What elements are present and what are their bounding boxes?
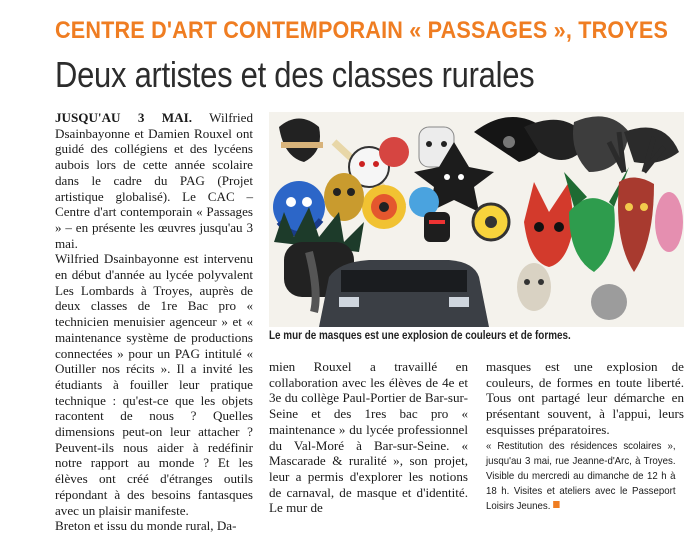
pink-mask bbox=[655, 192, 683, 252]
ceramic-mask bbox=[517, 263, 551, 311]
credit-text: « Restitution des résidences scolaires », jusqu'au 3 mai, rue Jeanne-d'Arc, à Troyes. Visible du mercredi au dimanche de 12 h à 18 h. Visites et ateliers avec le Passeport Loisirs Jeunes. bbox=[486, 439, 676, 512]
end-square-icon bbox=[553, 501, 559, 508]
article-paragraph: Breton et issu du monde rural, Da- bbox=[55, 518, 237, 534]
photo-caption: Le mur de masques est une explosion de couleurs et de formes. bbox=[269, 330, 571, 342]
article-column-2 bbox=[269, 359, 468, 516]
article-kicker: CENTRE D'ART CONTEMPORAIN « PASSAGES », TROYES bbox=[55, 17, 669, 44]
article-credit bbox=[486, 439, 676, 514]
article-column-3 bbox=[486, 359, 684, 514]
car-mask bbox=[319, 260, 489, 327]
round-grey-mask bbox=[591, 284, 627, 320]
article-lead: JUSQU'AU 3 MAI. bbox=[55, 110, 192, 125]
article-headline: Deux artistes et des classes rurales bbox=[55, 54, 535, 95]
yellow-ring-mask bbox=[473, 204, 509, 240]
article-paragraph: Wilfried Dsainbayonne est intervenu en début d'année au lycée polyvalent Les Lombards à Troyes, auprès de deux classes de 1re Bac pro « technicien menuisier agenceur » et « maintenance système de productions connectées » pour un PAG intitulé « Outiller nos récits ». Il a invité les étudiants à fouiller leur pratique technique : qu'est-ce que les objets racontent de nous ? Quelles dimensions peut-on leur attacher ? Peuvent-ils nous aider à redéfinir notre rapport au monde ? Et les élèves ont créé d'étranges outils répondant à des besoins fantasques avec un plaisir manifeste. bbox=[55, 251, 253, 518]
article-paragraph: mien Rouxel a travaillé en collaboration avec les élèves de 4e et 3e du collège Paul-Portier de Bar-sur-Seine et des 1res bac pro « maintenance » du lycée professionnel du Val-Moré à Bar-sur-Seine. « Mascarade & ruralité », son projet, leur a permis d'explorer les notions de carnaval, de masque et d'identité. Le mur de bbox=[269, 359, 468, 516]
article-paragraph: Wilfried Dsainbayonne et Damien Rouxel ont guidé des collégiens et des lycéens aubois lors de cette année scolaire dans le cadre du PAG (Projet artistique globalisé). Le CAC – Centre d'art contemporain « Passages » – en présente les œuvres jusqu'au 3 mai. bbox=[55, 110, 253, 251]
article-paragraph: masques est une explosion de couleurs, de formes en toute liberté. Tous ont partagé leur démarche en présentant souvent, à l'appui, leurs esquisses préparatoires. bbox=[486, 359, 684, 437]
gold-mask bbox=[324, 173, 364, 221]
flower-mask bbox=[362, 185, 406, 229]
article-column-1 bbox=[55, 110, 253, 534]
article-photo bbox=[269, 112, 684, 327]
small-dark-mask bbox=[424, 212, 450, 242]
